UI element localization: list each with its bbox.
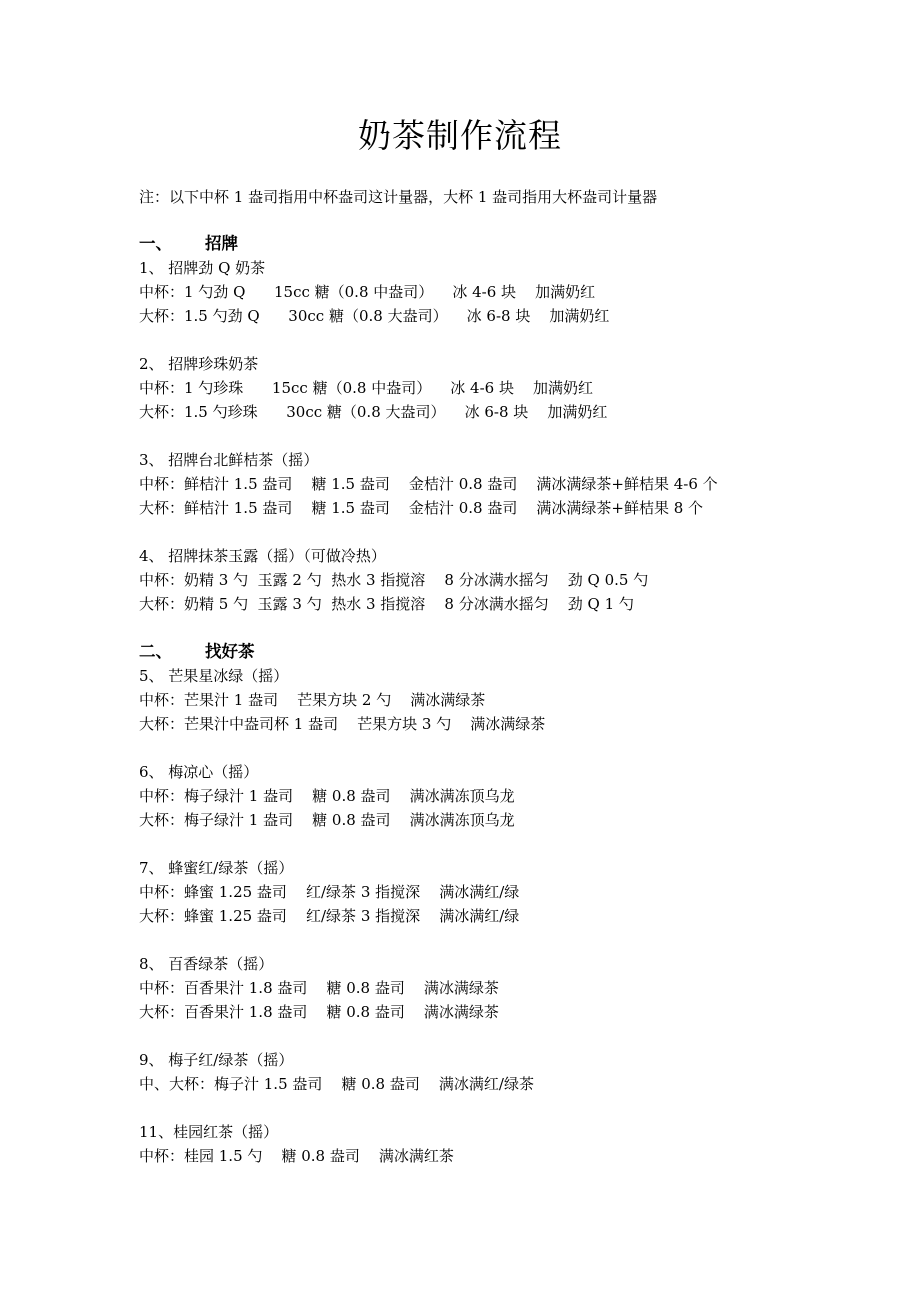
section-name: 招牌: [205, 234, 238, 253]
recipe-line-large: 大杯：蜂蜜 1.25 盎司 红/绿茶 3 指搅深 满冰满红/绿: [139, 907, 520, 925]
recipe-title: 7、 蜂蜜红/绿茶（摇）: [139, 859, 294, 877]
recipe-line-large: 大杯：鲜桔汁 1.5 盎司 糖 1.5 盎司 金桔汁 0.8 盎司 满冰满绿茶+鲜桔果 8 个: [139, 499, 704, 517]
recipe-line-medium: 中杯：鲜桔汁 1.5 盎司 糖 1.5 盎司 金桔汁 0.8 盎司 满冰满绿茶+鲜桔果 4-6 个: [139, 475, 718, 493]
recipe-title: 9、 梅子红/绿茶（摇）: [139, 1051, 294, 1069]
recipe-line-medium: 中杯：百香果汁 1.8 盎司 糖 0.8 盎司 满冰满绿茶: [139, 979, 499, 997]
recipe-item: [139, 352, 899, 424]
recipe-line-medium: 中杯：1 勺劲 Q 15cc 糖（0.8 中盎司） 冰 4-6 块 加满奶红: [139, 283, 596, 301]
recipe-title: 3、 招牌台北鲜桔茶（摇）: [139, 451, 319, 469]
recipe-title: 5、 芒果星冰绿（摇）: [139, 667, 289, 685]
section-heading: [139, 640, 899, 664]
recipe-line-large: 大杯：1.5 勺珍珠 30cc 糖（0.8 大盎司） 冰 6-8 块 加满奶红: [139, 403, 608, 421]
recipe-line-large: 大杯：芒果汁中盎司杯 1 盎司 芒果方块 3 勺 满冰满绿茶: [139, 715, 546, 733]
recipe-title: 8、 百香绿茶（摇）: [139, 955, 274, 973]
section-heading: [139, 232, 899, 256]
recipe-line-large: 大杯：梅子绿汁 1 盎司 糖 0.8 盎司 满冰满冻顶乌龙: [139, 811, 515, 829]
recipe-item: [139, 256, 899, 328]
recipe-line-both: 中、大杯：梅子汁 1.5 盎司 糖 0.8 盎司 满冰满红/绿茶: [139, 1075, 534, 1093]
recipe-item: [139, 1120, 899, 1168]
recipe-item: [139, 544, 899, 616]
section-good-tea: [139, 640, 899, 1168]
recipe-title: 11、桂园红茶（摇）: [139, 1123, 279, 1141]
recipe-item: [139, 760, 899, 832]
recipe-item: [139, 952, 899, 1024]
recipe-line-medium: 中杯：蜂蜜 1.25 盎司 红/绿茶 3 指搅深 满冰满红/绿: [139, 883, 520, 901]
recipe-line-large: 大杯：百香果汁 1.8 盎司 糖 0.8 盎司 满冰满绿茶: [139, 1003, 499, 1021]
recipe-item: [139, 1048, 899, 1096]
measurement-note: 注：以下中杯 1 盎司指用中杯盎司这计量器，大杯 1 盎司指用大杯盎司计量器: [139, 188, 658, 206]
section-number: 二、: [139, 642, 172, 661]
recipe-title: 2、 招牌珍珠奶茶: [139, 355, 259, 373]
section-signature: [139, 232, 899, 616]
recipe-title: 1、 招牌劲 Q 奶茶: [139, 259, 266, 277]
recipe-item: [139, 856, 899, 928]
document-title: 奶茶制作流程: [358, 116, 562, 155]
recipe-title: 4、 招牌抹茶玉露（摇）（可做冷热）: [139, 547, 386, 565]
recipe-line-medium: 中杯：桂园 1.5 勺 糖 0.8 盎司 满冰满红茶: [139, 1147, 454, 1165]
recipe-line-large: 大杯：1.5 勺劲 Q 30cc 糖（0.8 大盎司） 冰 6-8 块 加满奶红: [139, 307, 610, 325]
section-number: 一、: [139, 234, 172, 253]
recipe-line-medium: 中杯：芒果汁 1 盎司 芒果方块 2 勺 满冰满绿茶: [139, 691, 486, 709]
recipe-line-medium: 中杯：奶精 3 勺 玉露 2 勺 热水 3 指搅溶 8 分冰满水摇匀 劲 Q 0.5 勺: [139, 571, 649, 589]
recipe-item: [139, 448, 899, 520]
recipe-line-large: 大杯：奶精 5 勺 玉露 3 勺 热水 3 指搅溶 8 分冰满水摇匀 劲 Q 1 勺: [139, 595, 634, 613]
recipe-title: 6、 梅凉心（摇）: [139, 763, 259, 781]
recipe-line-medium: 中杯：梅子绿汁 1 盎司 糖 0.8 盎司 满冰满冻顶乌龙: [139, 787, 515, 805]
recipe-content: [139, 232, 899, 1192]
recipe-line-medium: 中杯：1 勺珍珠 15cc 糖（0.8 中盎司） 冰 4-6 块 加满奶红: [139, 379, 594, 397]
recipe-item: [139, 664, 899, 736]
section-name: 找好茶: [205, 642, 255, 661]
